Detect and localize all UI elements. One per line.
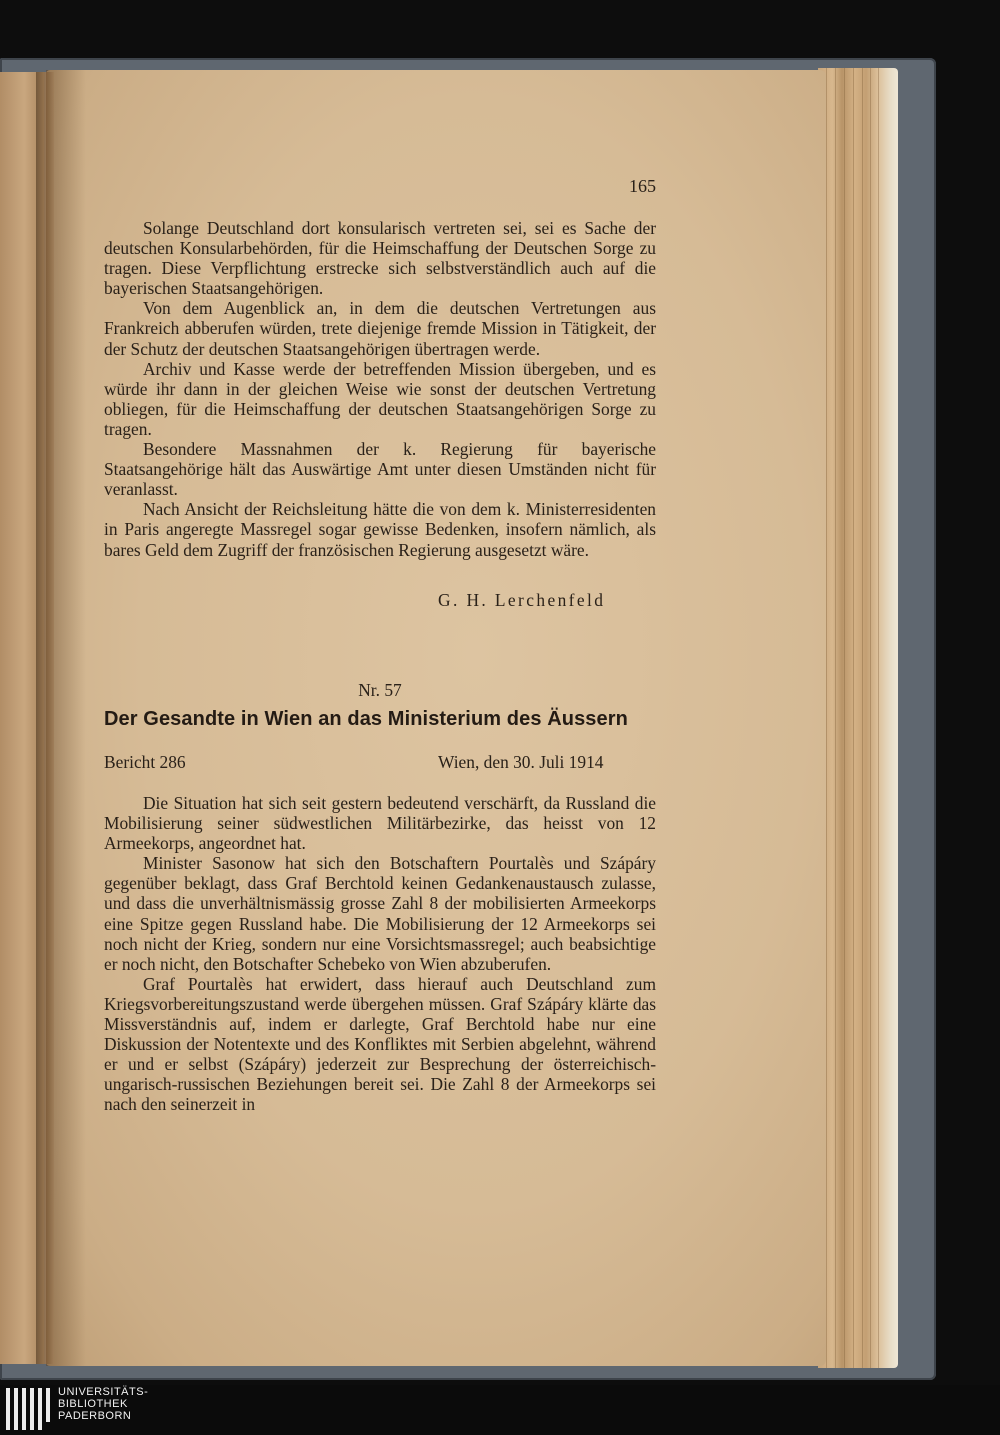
library-name-line: BIBLIOTHEK bbox=[58, 1397, 128, 1410]
paragraph: Solange Deutschland dort konsularisch vertreten sei, sei es Sache der deutschen Konsularbehörden, für die Heimschaffung der Deutschen Sorge zu tragen. Diese Verpflichtung erstrecke sich selbstverständlich auch auf die bayerischen Staatsangehörigen. bbox=[104, 218, 656, 299]
continued-text-block bbox=[104, 218, 656, 560]
paragraph: Minister Sasonow hat sich den Botschaftern Pourtalès und Szápáry gegenüber beklagt, dass Graf Berchtold keinen Gedankenaustausch zulasse, und dass die unverhältnismässig grosse Zahl 8 der mobilisierten Armeekorps eine Spitze gegen Russland habe. Die Mobilisierung der 12 Armeekorps sei noch nicht der Krieg, sondern nur eine Vorsichtsmassregel; auch beabsichtige er noch nicht, den Botschafter Schebeko von Wien abzuberufen. bbox=[104, 853, 656, 974]
paragraph: Graf Pourtalès hat erwidert, dass hierauf auch Deutschland zum Kriegsvorbereitungszustand werde übergehen müssen. Graf Szápáry klärte das Missverständnis auf, indem er darlegte, Graf Berchtold habe nur eine Diskussion der Notentexte und des Konfliktes mit Serbien abgelehnt, während er und er selbst (Szápáry) jederzeit zur Besprechung der österreichisch-ungarisch-russischen Beziehungen bereit sei. Die Zahl 8 der Armeekorps sei nach den seinerzeit in bbox=[104, 973, 656, 1115]
page-gutter-shadow bbox=[46, 70, 86, 1366]
document-number: Nr. 57 bbox=[358, 680, 402, 700]
library-name-line: UNIVERSITÄTS- bbox=[58, 1386, 149, 1398]
library-name[interactable] bbox=[58, 1387, 258, 1422]
document-text-block bbox=[104, 793, 656, 1115]
paragraph: Besondere Massnahmen der k. Regierung für bayerische Staatsangehörige hält das Auswärtige Amt unter diesen Umständen nicht für veranlasst. bbox=[104, 439, 656, 500]
document-title: Der Gesandte in Wien an das Ministerium des Äussern bbox=[104, 708, 628, 730]
library-name-line: PADERBORN bbox=[58, 1409, 132, 1422]
paragraph: Archiv und Kasse werde der betreffenden Mission übergeben, und es würde ihr dann in der gleichen Weise wie sonst der deutschen Vertretung obliegen, für die Heimschaffung der deutschen Staatsangehörigen Sorge zu tragen. bbox=[104, 358, 656, 439]
report-label: Bericht 286 bbox=[104, 752, 186, 772]
report-place-date: Wien, den 30. Juli 1914 bbox=[438, 752, 604, 772]
paragraph: Nach Ansicht der Reichsleitung hätte die von dem k. Ministerresidenten in Paris angeregte Massregel sogar gewisse Bedenken, insofern nämlich, als bares Geld dem Zugriff der französischen Regierung ausgesetzt wäre. bbox=[104, 499, 656, 560]
paragraph: Die Situation hat sich seit gestern bedeutend verschärft, da Russland die Mobilisierung seiner südwestlichen Militärbezirke, das heisst von 12 Armeekorps, angeordnet hat. bbox=[104, 793, 656, 854]
page-number: 165 bbox=[629, 176, 656, 196]
signature: G. H. Lerchenfeld bbox=[438, 590, 606, 610]
page-stack bbox=[818, 68, 898, 1368]
paragraph: Von dem Augenblick an, in dem die deutschen Vertretungen aus Frankreich abberufen würden, trete diejenige fremde Mission in Tätigkeit, der der Schutz der deutschen Staatsangehörigen übertragen werde. bbox=[104, 298, 656, 359]
library-logo-icon bbox=[6, 1388, 52, 1430]
